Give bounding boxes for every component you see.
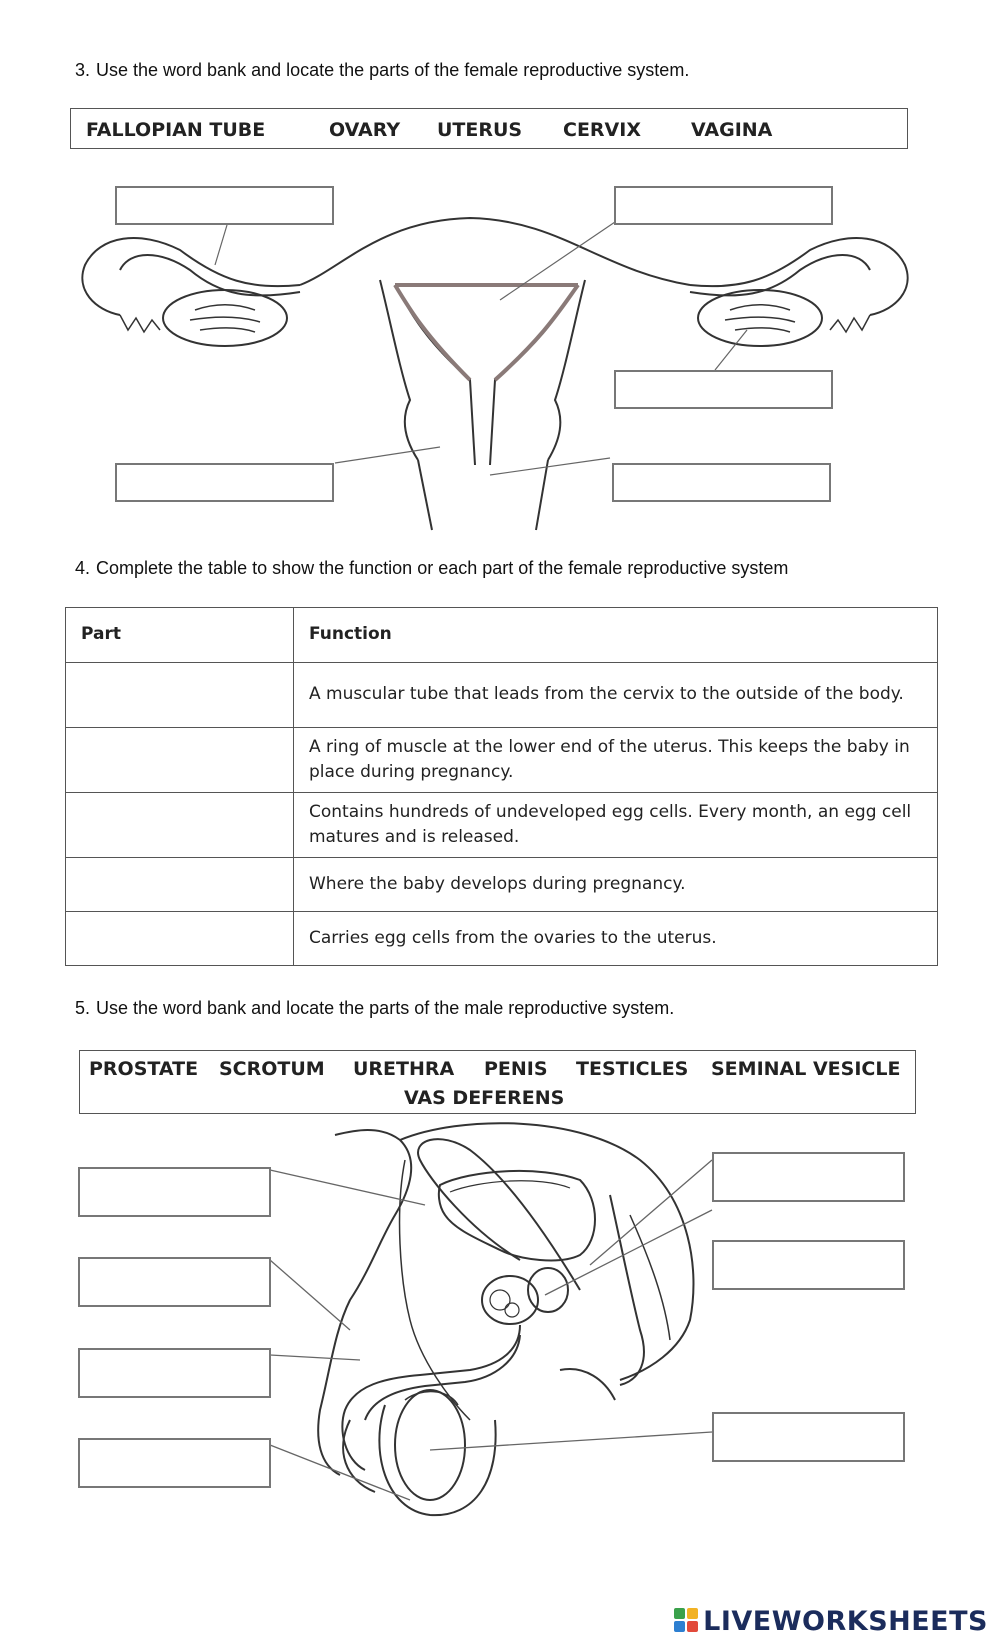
function-header: Function xyxy=(294,608,938,663)
part-cell[interactable] xyxy=(66,858,294,912)
word-bank-item: TESTICLES xyxy=(576,1058,689,1080)
answer-box-ovary[interactable] xyxy=(614,370,833,409)
table-row xyxy=(66,912,938,966)
answer-box-uterus[interactable] xyxy=(614,186,833,225)
part-cell[interactable] xyxy=(66,663,294,728)
answer-box-male-3[interactable] xyxy=(78,1348,271,1398)
answer-box-male-6[interactable] xyxy=(712,1240,905,1290)
function-cell: Where the baby develops during pregnancy. xyxy=(294,858,938,912)
answer-box-male-1[interactable] xyxy=(78,1167,271,1217)
part-cell[interactable] xyxy=(66,912,294,966)
question-text: Use the word bank and locate the parts of the male reproductive system. xyxy=(96,998,675,1018)
question-5 xyxy=(62,998,674,1019)
part-cell[interactable] xyxy=(66,728,294,793)
word-bank-item: VAS DEFERENS xyxy=(404,1087,565,1109)
question-3 xyxy=(62,60,689,81)
question-4 xyxy=(62,558,788,579)
table-row xyxy=(66,858,938,912)
answer-box-male-2[interactable] xyxy=(78,1257,271,1307)
answer-box-male-5[interactable] xyxy=(712,1152,905,1202)
part-header: Part xyxy=(66,608,294,663)
table-row xyxy=(66,663,938,728)
part-cell[interactable] xyxy=(66,793,294,858)
word-bank-item: URETHRA xyxy=(353,1058,455,1080)
question-number: 3. xyxy=(74,60,90,80)
question-number: 5. xyxy=(74,998,90,1018)
word-bank-item: OVARY xyxy=(329,119,401,141)
table-row xyxy=(66,728,938,793)
table-row xyxy=(66,793,938,858)
liveworksheets-logo xyxy=(673,1606,988,1637)
word-bank-item: VAGINA xyxy=(691,119,773,141)
word-bank-item: PENIS xyxy=(484,1058,548,1080)
question-text: Use the word bank and locate the parts of the female reproductive system. xyxy=(96,60,690,80)
answer-box-male-4[interactable] xyxy=(78,1438,271,1488)
word-bank-item: PROSTATE xyxy=(89,1058,199,1080)
question-number: 4. xyxy=(74,558,90,578)
female-word-bank xyxy=(70,108,908,149)
word-bank-item: FALLOPIAN TUBE xyxy=(86,119,266,141)
answer-box-cervix[interactable] xyxy=(115,463,334,502)
word-bank-item: SCROTUM xyxy=(219,1058,325,1080)
word-bank-item: UTERUS xyxy=(437,119,523,141)
answer-box-vagina[interactable] xyxy=(612,463,831,502)
brand-name: LIVEWORKSHEETS xyxy=(703,1606,988,1637)
answer-box-male-7[interactable] xyxy=(712,1412,905,1462)
function-cell: A ring of muscle at the lower end of the uterus. This keeps the baby in place during pregnancy. xyxy=(294,728,938,793)
answer-box-fallopian[interactable] xyxy=(115,186,334,225)
question-text: Complete the table to show the function or each part of the female reproductive system xyxy=(96,558,789,578)
function-cell: Carries egg cells from the ovaries to the uterus. xyxy=(294,912,938,966)
table-header-row xyxy=(66,608,938,663)
word-bank-item: SEMINAL VESICLE xyxy=(711,1058,901,1080)
function-cell: Contains hundreds of undeveloped egg cells. Every month, an egg cell matures and is released. xyxy=(294,793,938,858)
word-bank-item: CERVIX xyxy=(563,119,641,141)
logo-grid-icon xyxy=(673,1607,699,1633)
function-table xyxy=(65,607,938,966)
male-word-bank xyxy=(79,1050,916,1114)
function-cell: A muscular tube that leads from the cervix to the outside of the body. xyxy=(294,663,938,728)
